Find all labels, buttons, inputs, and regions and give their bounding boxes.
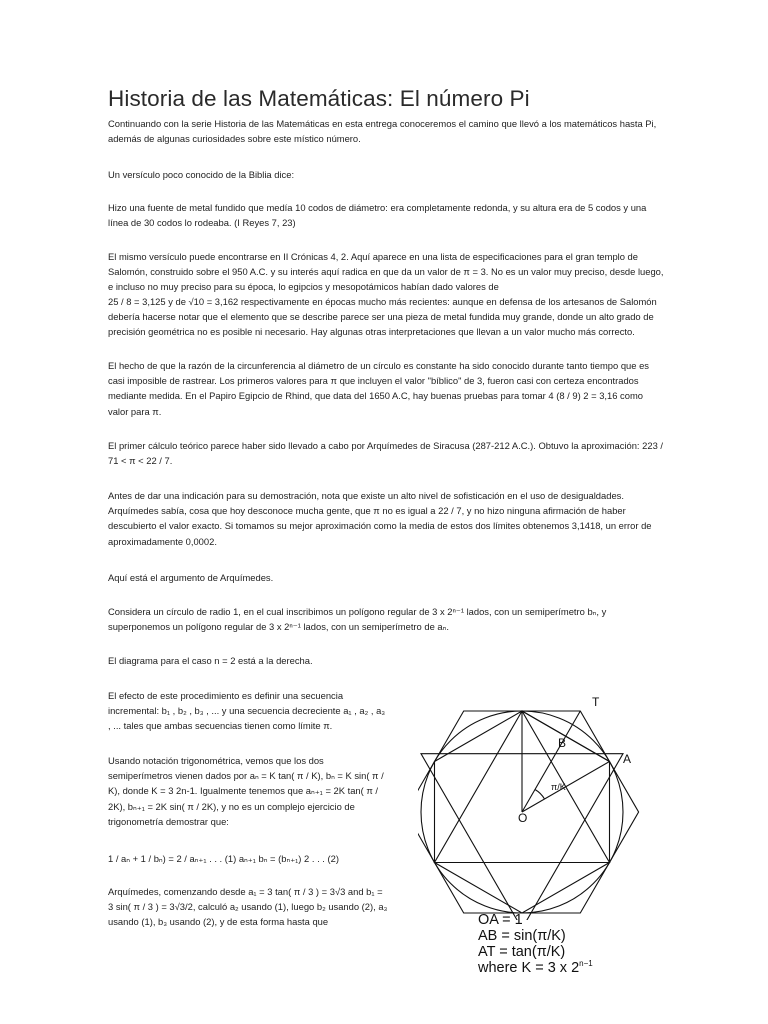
page-title: Historia de las Matemáticas: El número Pi bbox=[108, 86, 530, 111]
angle-arc bbox=[535, 790, 545, 800]
paragraph-cronicas: El mismo versículo puede encontrarse en II Crónicas 4, 2. Aquí aparece en una lista de especificaciones para el gran templo de Salomón, construido sobre el 950 A.C. y su interés aquí radica en que da un valor de π = 3. No es un valor muy preciso, desde luego, e incluso no muy preciso para su época, lo egipcios y mesopotámicos habían dado valores de bbox=[108, 251, 664, 293]
polygon-figure bbox=[418, 690, 668, 920]
formula-line: 1 / aₙ + 1 / bₙ) = 2 / aₙ₊₁ . . . (1) aₙ₊₁ bₙ = (bₙ₊₁) 2 . . . (2) bbox=[108, 853, 339, 864]
paragraph-intro: Continuando con la serie Historia de las Matemáticas en esta entrega conoceremos el camino que llevó a los matemáticos hasta Pi, además de algunas curiosidades sobre este místico número. bbox=[108, 118, 657, 145]
equation-ab: AB = sin(π/K) bbox=[478, 928, 566, 944]
paragraph-trigonometry: Usando notación trigonométrica, vemos que los dos semiperímetros vienen dados por aₙ = K tan( π / K), bₙ = K sin( π / K), donde K = 3 2n-1. Igualmente tenemos que aₙ₊₁ = 2K tan( π / 2K), bₙ₊₁ = 2K sin( π / 2K), y no es un complejo ejercicio de trigonometría demostrar que: bbox=[108, 755, 384, 827]
archimedes-diagram bbox=[418, 690, 668, 1010]
label-o: O bbox=[518, 811, 528, 825]
paragraph-bible-intro: Un versículo poco conocido de la Biblia dice: bbox=[108, 169, 295, 180]
paragraph-polygons: Considera un círculo de radio 1, en el cual inscribimos un polígono regular de 3 x 2ⁿ⁻¹ lados, con un semiperímetro bₙ, y superponemos un polígono regular de 3 x 2ⁿ⁻¹ lados, con un semiperímetro de aₙ. bbox=[108, 606, 607, 633]
paragraph-cronicas-cont: 25 / 8 = 3,125 y de √10 = 3,162 respectivamente en épocas mucho más recientes: aunque en defensa de los artesanos de Salomón debería hacerse notar que el elemento que se describe parece ser una pieza de metal fundida muy grande, donde un alto grado de precisión geométrica no es posible ni necesario. Hay algunas otras interpretaciones que llevan a un valor mucho más correcto. bbox=[108, 296, 657, 338]
paragraph-diagram-note: El diagrama para el caso n = 2 está a la derecha. bbox=[108, 655, 313, 666]
equation-oa: OA = 1 bbox=[478, 912, 523, 928]
figure-equations bbox=[478, 912, 678, 976]
label-t: T bbox=[592, 695, 600, 709]
equation-at: AT = tan(π/K) bbox=[478, 944, 566, 960]
radius-to-a bbox=[522, 762, 610, 813]
equation-k-exponent: n−1 bbox=[579, 959, 593, 969]
label-a: A bbox=[623, 752, 632, 766]
paragraph-inequalities: Antes de dar una indicación para su demostración, nota que existe un alto nivel de sofisticación en el uso de desigualdades. Arquímedes sabía, cosa que hoy desconoce mucha gente, que π no es igual a 22 / 7, y no hizo ninguna afirmación de haber descubierto el valor exacto. Si tomamos su mejor aproximación como la media de estos dos límites obtenemos 3,1418, un error de aproximadamente 0,0002. bbox=[108, 490, 652, 547]
paragraph-sequences: El efecto de este procedimiento es definir una secuencia incremental: b₁ , b₂ , b₃ , ... y una secuencia decreciente a₁ , a₂ , a₃ , ... tales que ambas secuencias tienen como límite π. bbox=[108, 690, 386, 732]
circumscribed-hexagon bbox=[418, 711, 639, 913]
label-angle: π/K bbox=[551, 782, 566, 792]
paragraph-archimedes: El primer cálculo teórico parece haber sido llevado a cabo por Arquímedes de Siracusa (287-212 A.C.). Obtuvo la aproximación: 223 / 71 < π < 22 / 7. bbox=[108, 440, 663, 467]
equation-k: where K = 3 x $2^{n-1}$ bbox=[478, 959, 593, 976]
label-b: B bbox=[558, 736, 567, 750]
paragraph-bible-quote: Hizo una fuente de metal fundido que medía 10 codos de diámetro: era completamente redonda, y su altura era de 5 codos y una línea de 30 codos lo rodeaba. (I Reyes 7, 23) bbox=[108, 202, 647, 229]
paragraph-computation: Arquímedes, comenzando desde a₁ = 3 tan( π / 3 ) = 3√3 and b₁ = 3 sin( π / 3 ) = 3√3/2, calculó a₂ usando (1), luego b₂ usando (2), a₃ usando (1), b₃ usando (2), y de esta forma hasta que bbox=[108, 886, 388, 928]
paragraph-ratio: El hecho de que la razón de la circunferencia al diámetro de un círculo es constante ha sido conocido durante tanto tiempo que es casi imposible de rastrear. Los primeros valores para π que incluyen el valor "bíblico" de 3, fueron casi con certeza encontrados mediante medida. En el Papiro Egipcio de Rhind, que data del 1650 A.C, hay buenas pruebas para tomar 4 (8 / 9) 2 = 3,16 como valor para π. bbox=[108, 360, 649, 417]
paragraph-argument: Aquí está el argumento de Arquímedes. bbox=[108, 572, 274, 583]
